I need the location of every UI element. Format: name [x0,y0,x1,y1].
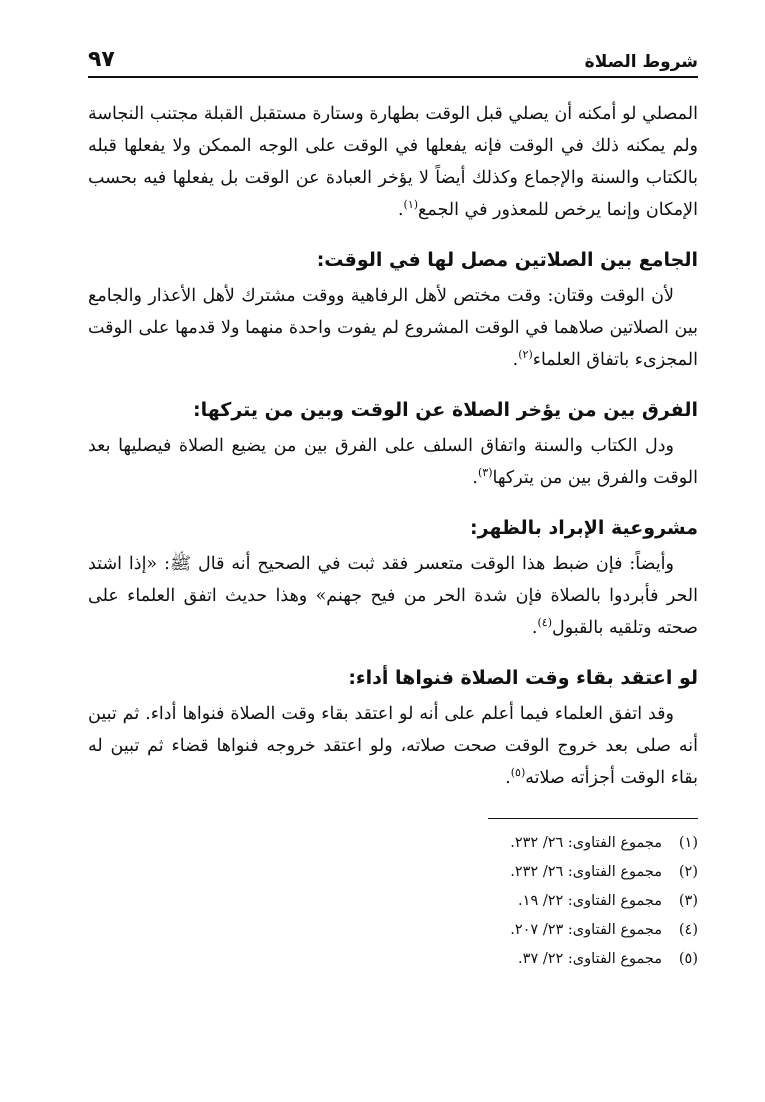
section-heading-2: الفرق بين من يؤخر الصلاة عن الوقت وبين من يتركها: [193,399,698,421]
footnote-number: (١) [678,835,698,851]
footnote-2 [88,858,698,887]
footnote-5 [88,945,698,974]
paragraph-3 [88,430,698,494]
section-heading-1: الجامع بين الصلاتين مصل لها في الوقت: [316,249,698,271]
footnote-text: مجموع الفتاوى: ٢٢/ ١٩. [518,893,662,909]
page-body [88,98,698,794]
paragraph-2-end: . [512,350,519,370]
footnote-number: (٤) [678,922,698,938]
footnote-1 [88,829,698,858]
footnote-ref-1: (١) [403,198,419,212]
book-page [88,42,698,974]
paragraph-5-end: . [505,768,511,788]
section-heading-4: لو اعتقد بقاء وقت الصلاة فنواها أداء: [348,667,698,689]
paragraph-5 [88,698,698,794]
paragraph-4-end: . [531,618,538,638]
paragraph-3-text: ودل الكتاب والسنة واتفاق السلف على الفرق بين من يضيع الصلاة فيصليها بعد الوقت والفرق بين من يتركها [88,436,698,488]
page-header [88,42,698,78]
section-heading-3: مشروعية الإبراد بالظهر: [470,517,698,539]
paragraph-4-text: وأيضاً: فإن ضبط هذا الوقت متعسر فقد ثبت في الصحيح أنه قال ﷺ: «إذا اشتد الحر فأبردوا بالصلاة فإن شدة الحر من فيح جهنم» وهذا حديث اتفق العلماء على صحته وتلقيه بالقبول [88,554,698,638]
footnote-3 [88,887,698,916]
footnote-number: (٥) [678,951,698,967]
chapter-title: شروط الصلاة [584,52,698,72]
paragraph-2 [88,280,698,376]
footnote-4 [88,916,698,945]
footnote-text: مجموع الفتاوى: ٢٦/ ٢٣٢. [510,864,662,880]
page-number: ٩٧ [88,47,115,72]
footnote-text: مجموع الفتاوى: ٢٢/ ٣٧. [518,951,662,967]
footnote-divider [488,818,698,819]
footnote-number: (٢) [678,864,698,880]
paragraph-1 [88,98,698,226]
paragraph-4 [88,548,698,644]
footnote-text: مجموع الفتاوى: ٢٣/ ٢٠٧. [510,922,662,938]
footnote-number: (٣) [678,893,698,909]
footnote-ref-5: (٥) [510,766,526,780]
paragraph-5-text: وقد اتفق العلماء فيما أعلم على أنه لو اعتقد بقاء وقت الصلاة فنواها أداء. ثم تبين أنه صلى بعد خروج الوقت صحت صلاته، ولو اعتقد خروجه فنواها قضاء ثم تبين له بقاء الوقت أجزأته صلاته [88,704,698,788]
paragraph-1-end: . [397,200,404,220]
footnote-text: مجموع الفتاوى: ٢٦/ ٢٣٢. [510,835,662,851]
paragraph-2-text: لأن الوقت وقتان: وقت مختص لأهل الرفاهية ووقت مشترك لأهل الأعذار والجامع بين الصلاتين صلاهما في الوقت المشروع لم يفوت واحدة منهما ولا قدمها على الوقت المجزىء باتفاق العلماء [88,286,698,370]
footnote-list [88,829,698,974]
paragraph-3-end: . [472,468,478,488]
paragraph-1-text: المصلي لو أمكنه أن يصلي قبل الوقت بطهارة وستارة مستقبل القبلة مجتنب النجاسة ولم يمكنه ذلك في الوقت فإنه يفعلها في الوقت على الوجه الممكن ولا يفعلها قبله بالكتاب والسنة والإجماع وكذلك أيضاً لا يؤخر العبادة عن الوقت بل يفعلها فيه بحسب الإمكان وإنما يرخص للمعذور في الجمع [88,104,698,220]
footnote-ref-3: (٣) [478,466,493,480]
footnote-ref-4: (٤) [537,616,552,630]
footnote-ref-2: (٢) [518,348,533,362]
